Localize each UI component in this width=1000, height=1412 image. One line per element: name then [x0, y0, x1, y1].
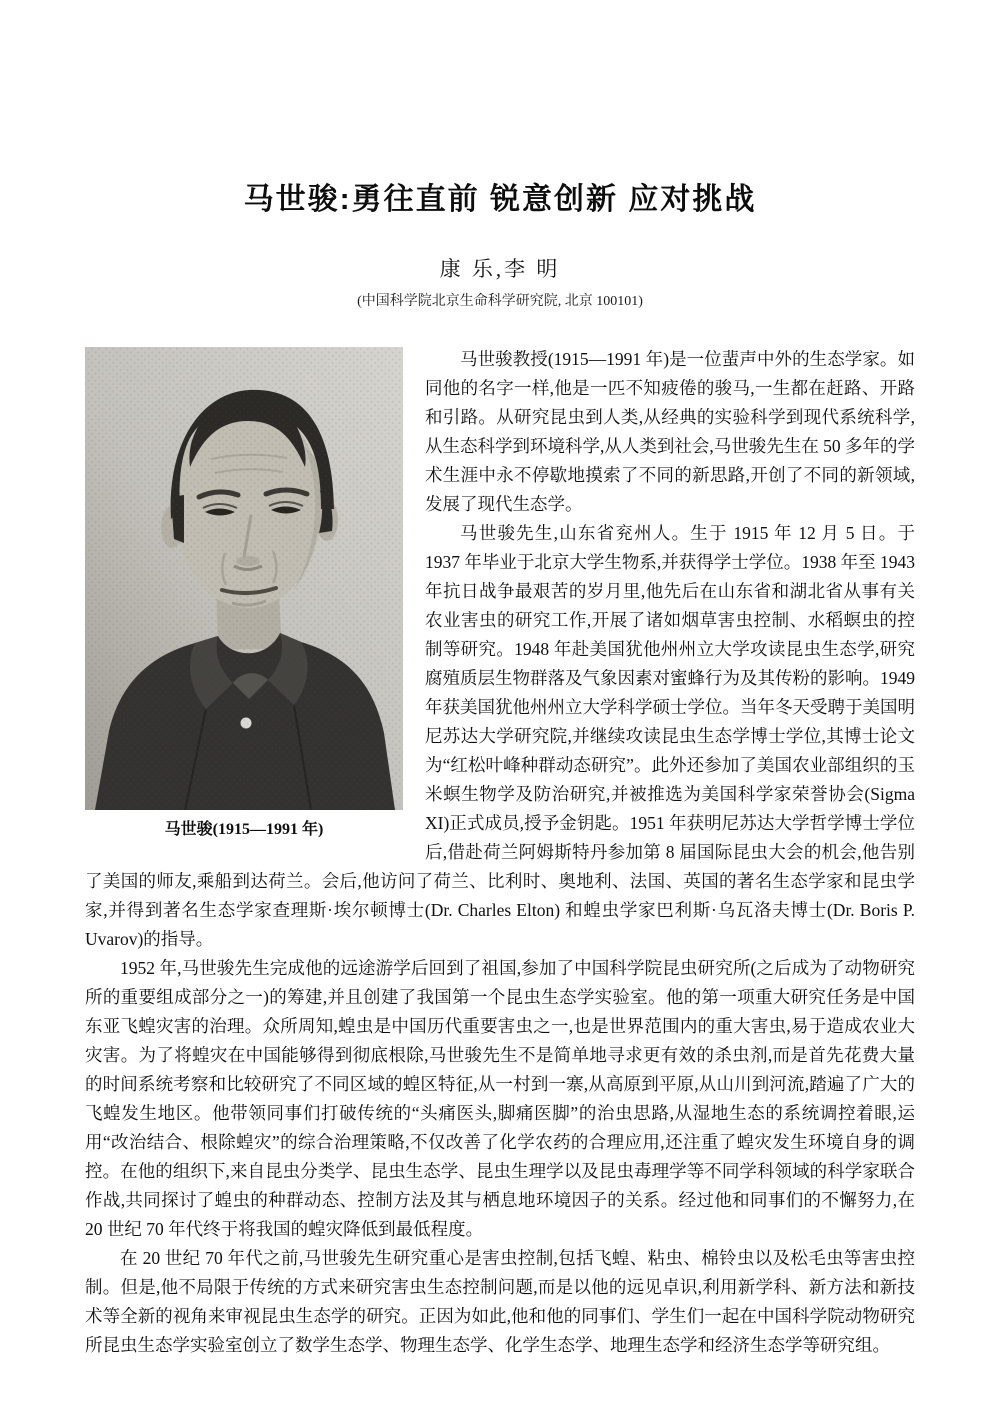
- authors-line: 康 乐,李 明: [439, 257, 561, 281]
- journal-page: [85, 0, 915, 1360]
- affiliation-line: (中国科学院北京生命科学研究院, 北京 100101): [357, 294, 643, 309]
- article-paragraph-2: 马世骏先生,山东省兖州人。生于 1915 年 12 月 5 日。于 1937 年毕业于北京大学生物系,并获得学士学位。1938 年至 1943 年抗日战争最艰苦的岁月里,他先后在山东省和湖北省从事有关农业害虫的研究工作,开展了诸如烟草害虫控制、水稻螟虫的控制等研究。1948 年赴美国犹他州州立大学攻读昆虫生态学,研究腐殖质层生物群落及气象因素对蜜蜂行为及其传粉的影响。1949 年获美国犹他州州立大学科学硕士学位。当年冬天受聘于美国明尼苏达大学研究院,并继续攻读昆虫生态学博士学位,其博士论文为“红松叶峰种群动态研究”。此外还参加了美国农业部组织的玉米螟生物学及防治研究,并被推选为美国科学家荣誉协会(Sigma XI)正式成员,授予金钥匙。1951 年获明尼苏达大学哲学博士学位后,借赴荷兰阿姆斯特丹参加第 8 届国际昆虫大会的机会,他告别了美国的师友,乘船到达荷兰。会后,他访问了荷兰、比利时、奥地利、法国、英国的著名生态学家和昆虫学家,并得到著名生态学家查理斯·埃尔顿博士(Dr. Charles Elton) 和蝗虫学家巴利斯·乌瓦洛夫博士(Dr. Boris P. Uvarov)的指导。: [85, 523, 915, 949]
- article-paragraph-3: 1952 年,马世骏先生完成他的远途游学后回到了祖国,参加了中国科学院昆虫研究所(之后成为了动物研究所的重要组成部分之一)的筹建,并且创建了我国第一个昆虫生态学实验室。他的第一项重大研究任务是中国东亚飞蝗灾害的治理。众所周知,蝗虫是中国历代重要害虫之一,也是世界范围内的重大害虫,易于造成农业大灾害。为了将蝗灾在中国能够得到彻底根除,马世骏先生不是简单地寻求更有效的杀虫剂,而是首先花费大量的时间系统考察和比较研究了不同区域的蝗区特征,从一村到一寨,从高原到平原,从山川到河流,踏遍了广大的飞蝗发生地区。他带领同事们打破传统的“头痛医头,脚痛医脚”的治虫思路,从湿地生态的系统调控着眼,运用“改治结合、根除蝗灾”的综合治理策略,不仅改善了化学农药的合理应用,还注重了蝗灾发生环境自身的调控。在他的组织下,来自昆虫分类学、昆虫生态学、昆虫生理学以及昆虫毒理学等不同学科领域的科学家联合作战,共同探讨了蝗虫的种群动态、控制方法及其与栖息地环境因子的关系。经过他和同事们的不懈努力,在 20 世纪 70 年代终于将我国的蝗灾降低到最低程度。: [85, 958, 915, 1239]
- article-paragraph-4: 在 20 世纪 70 年代之前,马世骏先生研究重心是害虫控制,包括飞蝗、粘虫、棉铃虫以及松毛虫等害虫控制。但是,他不局限于传统的方式来研究害虫生态控制问题,而是以他的远见卓识,利用新学科、新方法和新技术等全新的视角来审视昆虫生态学的研究。正因为如此,他和他的同事们、学生们一起在中国科学院动物研究所昆虫生态学实验室创立了数学生态学、物理生态学、化学生态学、地理生态学和经济生态学等研究组。: [85, 1248, 915, 1355]
- article-body: [85, 345, 915, 1360]
- portrait-photo: [85, 347, 403, 810]
- photo-caption: 马世骏(1915—1991 年): [164, 821, 324, 838]
- portrait-figure: [85, 347, 403, 841]
- page-title: 马世骏:勇往直前 锐意创新 应对挑战: [243, 183, 757, 216]
- article-paragraph-1: 马世骏教授(1915—1991 年)是一位蜚声中外的生态学家。如同他的名字一样,他是一匹不知疲倦的骏马,一生都在赶路、开路和引路。从研究昆虫到人类,从经典的实验科学到现代系统科学,从生态科学到环境科学,从人类到社会,马世骏先生在 50 多年的学术生涯中永不停歇地摸索了不同的新思路,开创了不同的新领域,发展了现代生态学。: [425, 349, 915, 514]
